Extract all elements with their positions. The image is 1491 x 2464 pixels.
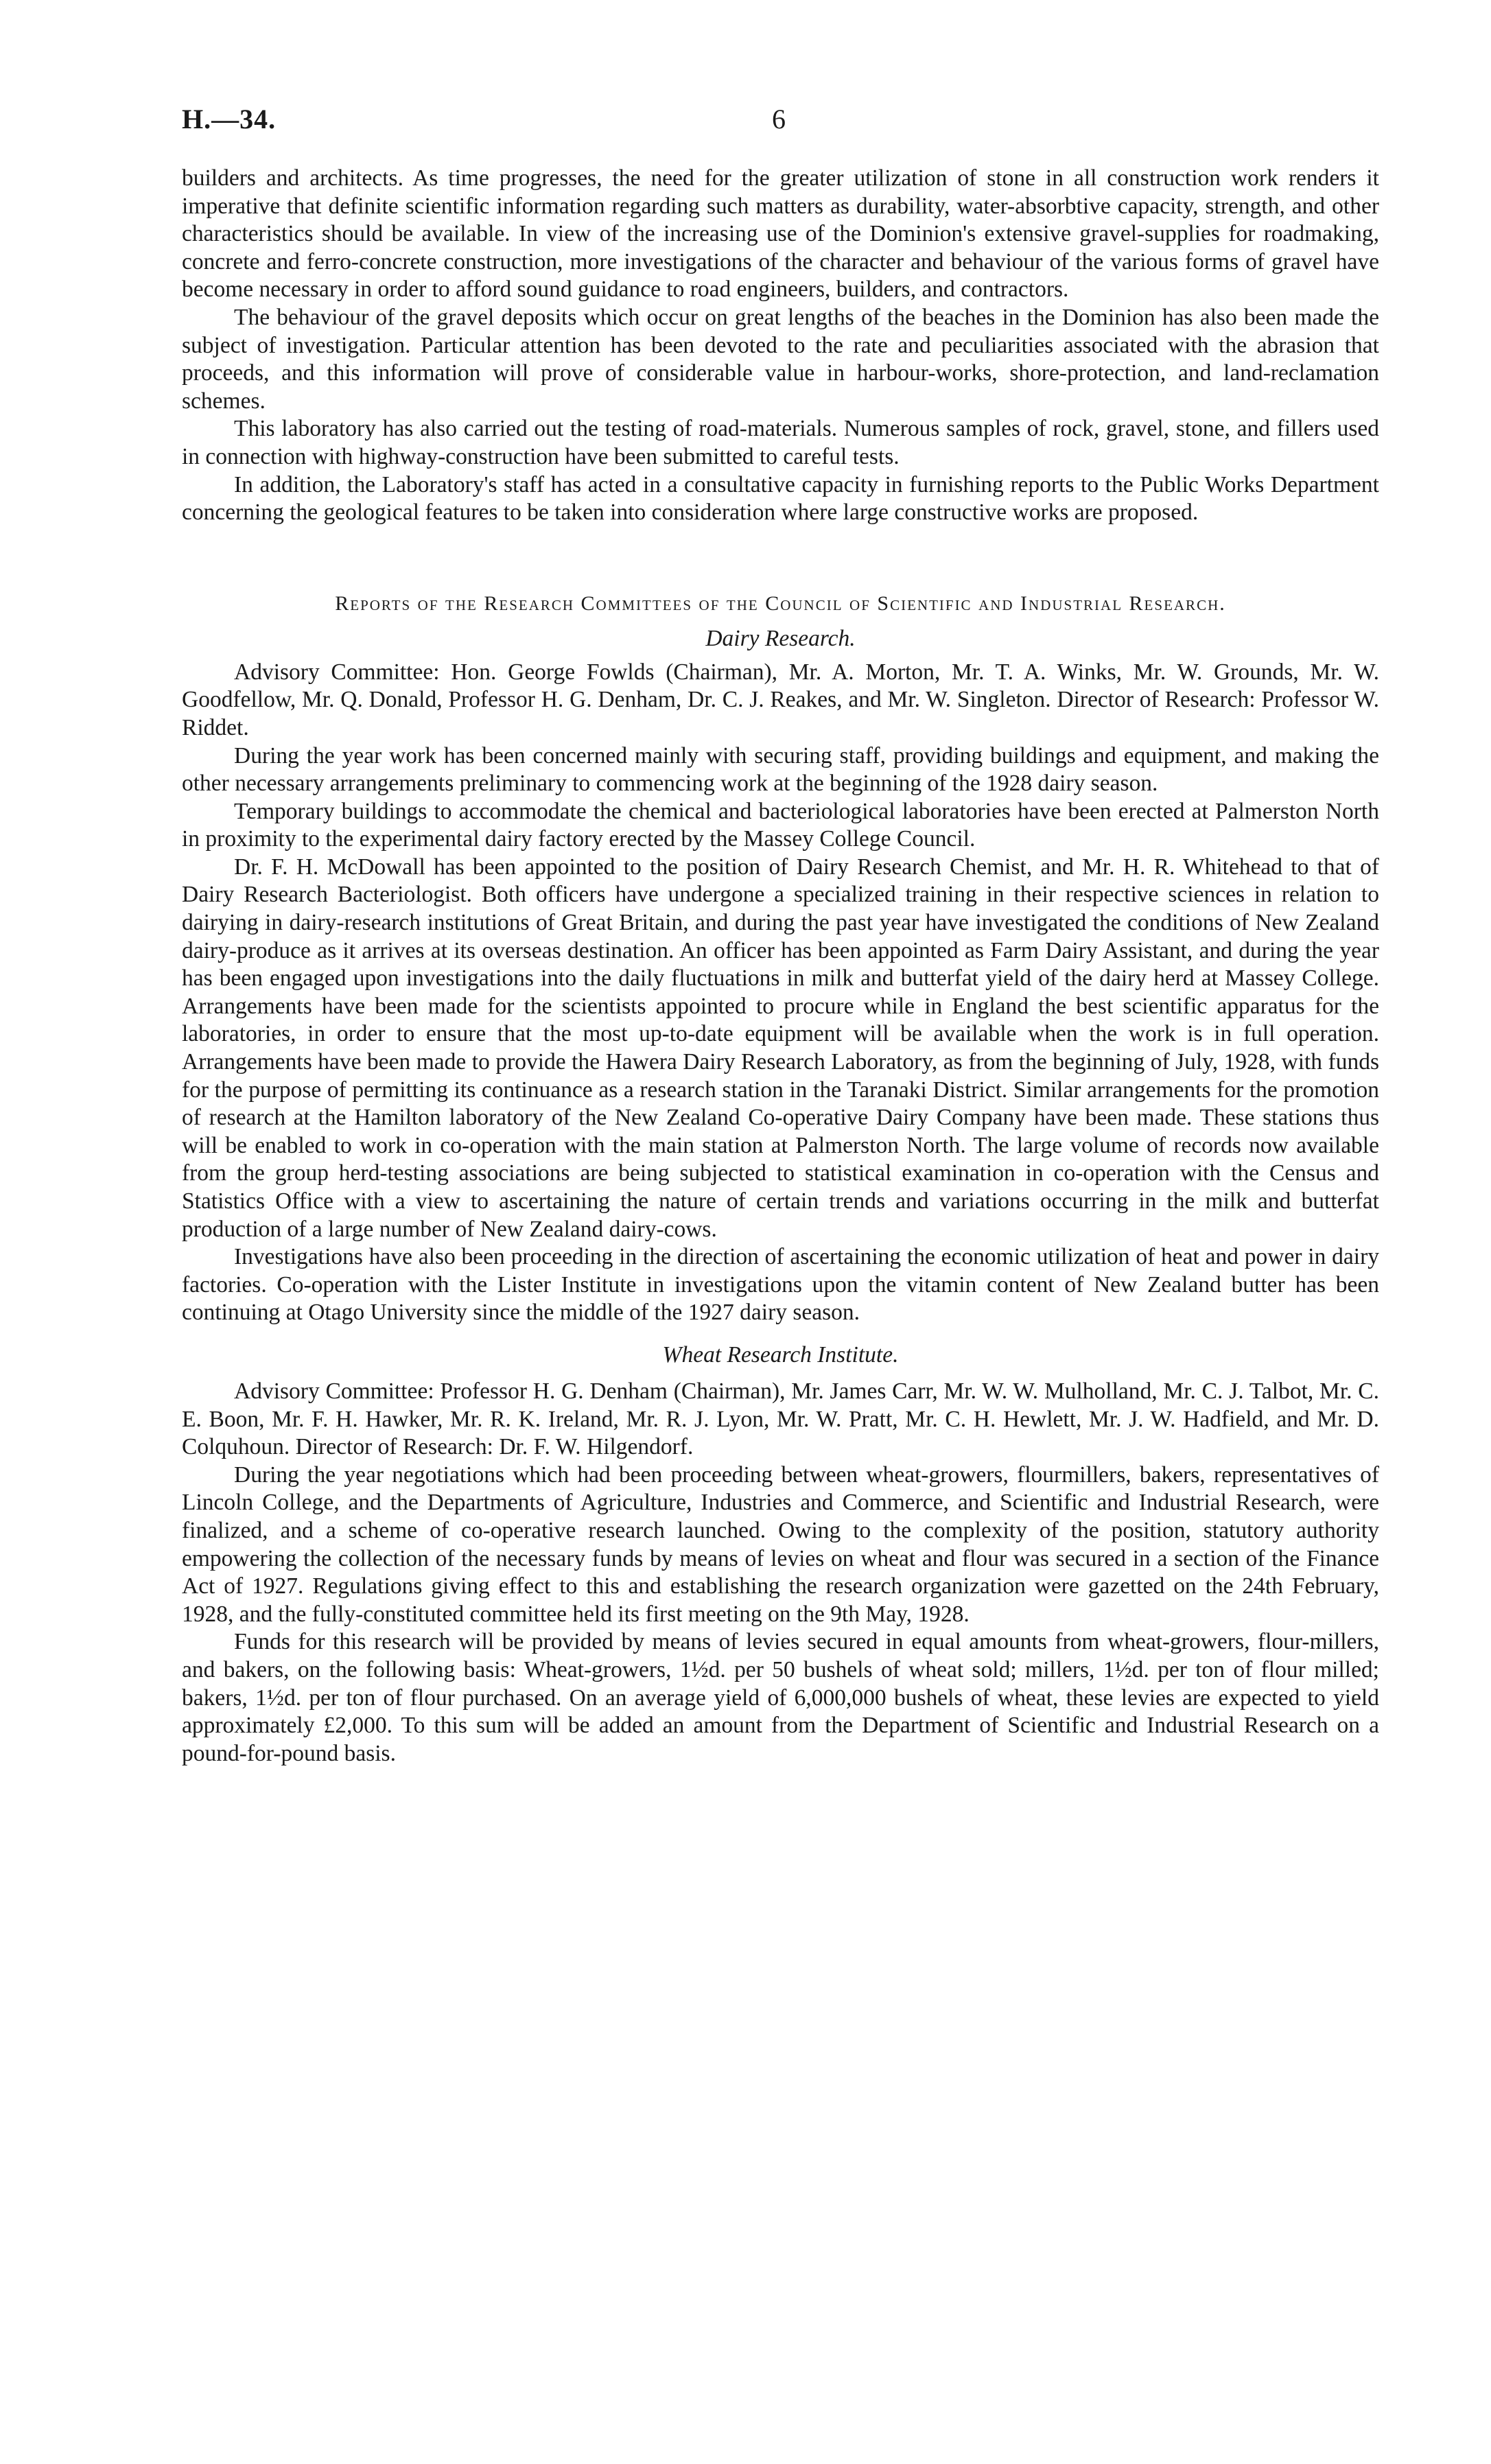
paragraph: Advisory Committee: Professor H. G. Denham (Chairman), Mr. James Carr, Mr. W. W. Mulholland, Mr. C. J. Talbot, Mr. C. E. Boon, Mr. F. H. Hawker, Mr. R. K. Ireland, Mr. R. J. Lyon, Mr. W. Pratt, Mr. C. H. Hewlett, Mr. J. W. Hadfield, and Mr. D. Colquhoun. Director of Research: Dr. F. W. Hilgendorf. <box>182 1378 1379 1460</box>
paragraph: In addition, the Laboratory's staff has acted in a consultative capacity in furnishing reports to the Public Works Department concerning the geological features to be taken into consideration where large constructive works are proposed. <box>182 471 1379 526</box>
document-reference: H.—34. <box>182 104 277 134</box>
paragraph: During the year negotiations which had been proceeding between wheat-growers, flourmillers, bakers, representatives of Lincoln College, and the Departments of Agriculture, Industries and Commerce, and Scientific and Industrial Research, were finalized, and a scheme of co-operative research launched. Owing to the complexity of the position, statutory authority empowering the collection of the necessary funds by means of levies on wheat and flour was secured in a section of the Finance Act of 1927. Regulations giving effect to this and establishing the research organization were gazetted on the 24th February, 1928, and the fully-constituted committee held its first meeting on the 9th May, 1928. <box>182 1462 1379 1627</box>
paragraph: Investigations have also been proceeding in the direction of ascertaining the economic utilization of heat and power in dairy factories. Co-operation with the Lister Institute in investigations upon the vitamin content of New Zealand butter has been continuing at Otago University since the middle of the 1927 dairy season. <box>182 1244 1379 1326</box>
paragraph: Funds for this research will be provided by means of levies secured in equal amounts from wheat-growers, flour-millers, and bakers, on the following basis: Wheat-growers, 1½d. per 50 bushels of wheat sold; millers, 1½d. per ton of flour milled; bakers, 1½d. per ton of flour purchased. On an average yield of 6,000,000 bushels of wheat, these levies are expected to yield approximately £2,000. To this sum will be added an amount from the Department of Scientific and Industrial Research on a pound-for-pound basis. <box>182 1629 1379 1766</box>
paragraph: The behaviour of the gravel deposits which occur on great lengths of the beaches in the Dominion has also been made the subject of investigation. Particular attention has been devoted to the rate and peculiarities associated with the abrasion that proceeds, and this information will prove of considerable value in harbour-works, shore-protection, and land-reclamation schemes. <box>182 304 1379 414</box>
paragraph: Advisory Committee: Hon. George Fowlds (Chairman), Mr. A. Morton, Mr. T. A. Winks, Mr. W. Grounds, Mr. W. Goodfellow, Mr. Q. Donald, Professor H. G. Denham, Dr. C. J. Reakes, and Mr. W. Singleton. Director of Research: Professor W. Riddet. <box>182 659 1379 740</box>
document-page <box>182 103 1379 1768</box>
dairy-research-heading: Dairy Research. <box>705 625 856 651</box>
page-header <box>182 103 1379 165</box>
page-number: 6 <box>772 104 786 134</box>
dairy-research-section <box>182 623 1379 1327</box>
paragraph: builders and architects. As time progresses, the need for the greater utilization of stone in all construction work renders it imperative that definite scientific information regarding such matters as durability, water-absorbtive capacity, strength, and other characteristics should be available. In view of the increasing use of the Dominion's extensive gravel-supplies for roadmaking, concrete and ferro-concrete construction, more investigations of the character and behaviour of the various forms of gravel have become necessary in order to afford sound guidance to road engineers, builders, and contractors. <box>182 165 1379 303</box>
paragraph: Temporary buildings to accommodate the chemical and bacteriological laboratories have been erected at Palmerston North in proximity to the experimental dairy factory erected by the Massey College Council. <box>182 798 1379 852</box>
wheat-research-section <box>182 1339 1379 1768</box>
intro-section <box>182 165 1379 527</box>
paragraph: During the year work has been concerned mainly with securing staff, providing buildings and equipment, and making the other necessary arrangements preliminary to commencing work at the beginning of the 1928 dairy season. <box>182 742 1379 797</box>
wheat-research-heading: Wheat Research Institute. <box>662 1341 899 1368</box>
paragraph: This laboratory has also carried out the testing of road-materials. Numerous samples of rock, gravel, stone, and fillers used in connection with highway-construction have been submitted to careful tests. <box>182 416 1379 469</box>
paragraph: Dr. F. H. McDowall has been appointed to the position of Dairy Research Chemist, and Mr. H. R. Whitehead to that of Dairy Research Bacteriologist. Both officers have undergone a specialized training in their respective sciences in relation to dairying in dairy-research institutions of Great Britain, and during the past year have investigated the conditions of New Zealand dairy-produce as it arrives at its overseas destination. An officer has been appointed as Farm Dairy Assistant, and during the year has been engaged upon investigations into the daily fluctuations in milk and butterfat yield of the dairy herd at Massey College. Arrangements have been made for the scientists appointed to procure while in England the best scientific apparatus for the laboratories, in order to ensure that the most up-to-date equipment will be available when the work is in full operation. Arrangements have been made to provide the Hawera Dairy Research Laboratory, as from the beginning of July, 1928, with funds for the purpose of permitting its continuance as a research station in the Taranaki District. Similar arrangements for the promotion of research at the Hamilton laboratory of the New Zealand Co-operative Dairy Company have been made. These stations thus will be enabled to work in co-operation with the main station at Palmerston North. The large volume of records now available from the group herd-testing associations are being subjected to statistical examination in co-operation with the Census and Statistics Office with a view to ascertaining the nature of certain trends and variations occurring in the milk and butterfat production of a large number of New Zealand dairy-cows. <box>182 854 1379 1242</box>
section-heading: Reports of the Research Committees of the Council of Scientific and Industrial Research. <box>335 591 1226 615</box>
